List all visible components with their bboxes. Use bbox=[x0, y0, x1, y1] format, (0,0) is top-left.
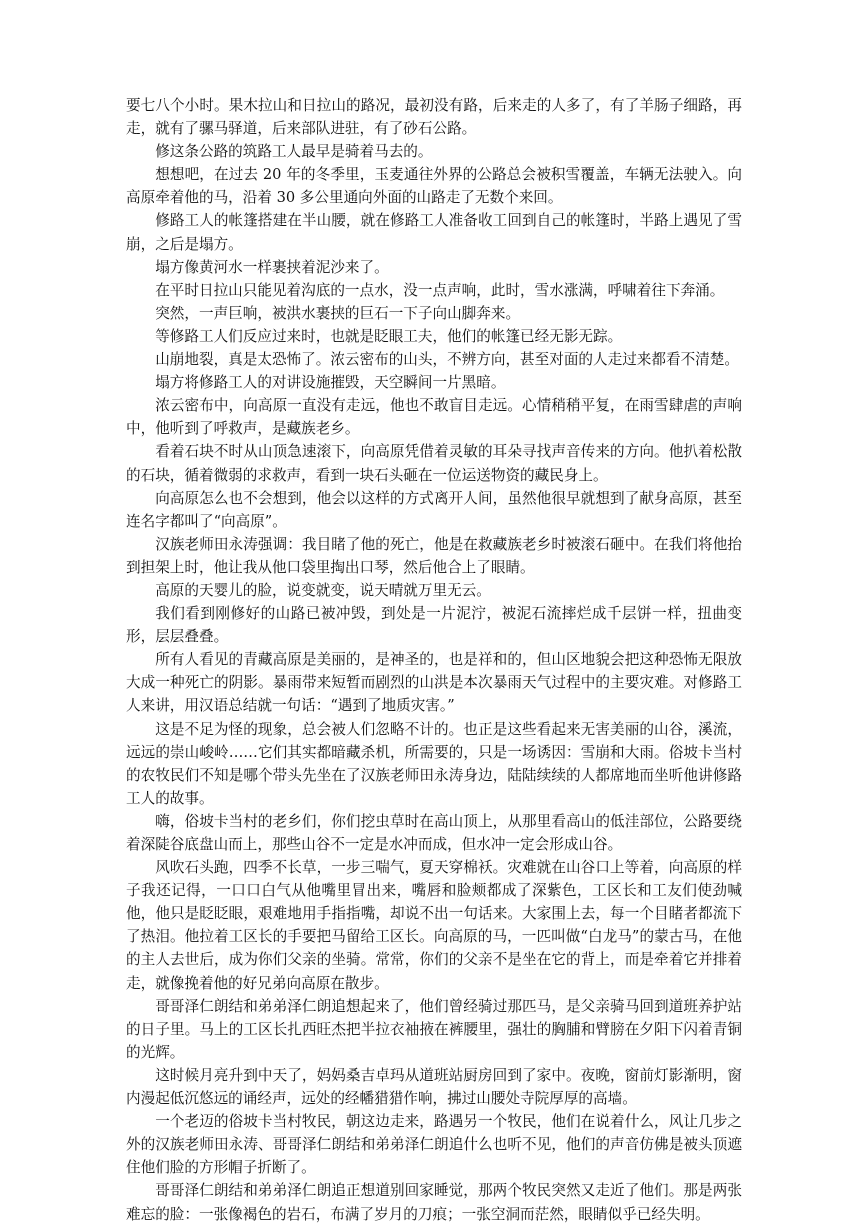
paragraph-15: 高原的天婴儿的脸，说变就变，说天晴就万里无云。 bbox=[155, 581, 491, 599]
paragraph-19: 嗨，俗坡卡当村的老乡们，你们挖虫草时在高山顶上，从那里看高山的低洼部位，公路要绕着深陡谷底盘山而上，那些山谷不一定是水冲而成，但水冲一定会形成山谷。 bbox=[126, 812, 742, 853]
paragraph-14: 汉族老师田永涛强调：我目睹了他的死亡，他是在救藏族老乡时被滚石砸中。在我们将他抬到担架上时，他让我从他口袋里掏出口琴，然后他合上了眼睛。 bbox=[126, 535, 742, 576]
paragraph-5: 塌方像黄河水一样裹挟着泥沙来了。 bbox=[155, 258, 389, 276]
paragraph-11: 浓云密布中，向高原一直没有走远，他也不敢盲目走远。心情稍稍平复，在雨雪肆虐的声响中，他听到了呼救声，是藏族老乡。 bbox=[126, 397, 742, 438]
paragraph-7: 突然，一声巨响，被洪水裹挟的巨石一下子向山脚奔来。 bbox=[155, 304, 521, 322]
paragraph-12: 看着石块不时从山顶急速滚下，向高原凭借着灵敏的耳朵寻找声音传来的方向。他扒着松散的石块，循着微弱的求救声，看到一块石头砸在一位运送物资的藏民身上。 bbox=[126, 443, 742, 484]
paragraph-20: 风吹石头跑，四季不长草，一步三喘气，夏天穿棉袄。灾难就在山谷口上等着，向高原的样子我还记得，一口口白气从他嘴里冒出来，嘴唇和脸颊都成了深紫色，工区长和工友们使劲喊他，他只是眨眨眼，艰难地用手指指嘴，却说不出一句话来。大家围上去，每一个目睹者都流下了热泪。他拉着工区长的手要把马留给工区长。向高原的马，一匹叫做“白龙马”的蒙古马，在他的主人去世后，成为你们父亲的坐骑。常常，你们的父亲不是坐在它的背上，而是牵着它并排着走，就像挽着他的好兄弟向高原在散步。 bbox=[126, 859, 742, 992]
paragraph-13: 向高原怎么也不会想到，他会以这样的方式离开人间，虽然他很早就想到了献身高原，甚至连名字都叫了“向高原”。 bbox=[126, 489, 742, 530]
paragraph-3: 想想吧，在过去 20 年的冬季里，玉麦通往外界的公路总会被积雪覆盖，车辆无法驶入。向高原牵着他的马，沿着 30 多公里通向外面的山路走了无数个来回。 bbox=[126, 166, 742, 207]
paragraph-4: 修路工人的帐篷搭建在半山腰，就在修路工人准备收工回到自己的帐篷时，半路上遇见了雪崩，之后是塌方。 bbox=[126, 212, 742, 253]
paragraph-21: 哥哥泽仁朗结和弟弟泽仁朗追想起来了，他们曾经骑过那匹马，是父亲骑马回到道班养护站的日子里。马上的工区长扎西旺杰把半拉衣袖掖在裤腰里，强壮的胸脯和臂膀在夕阳下闪着青铜的光辉。 bbox=[126, 997, 742, 1061]
paragraph-24: 哥哥泽仁朗结和弟弟泽仁朗追正想道别回家睡觉，那两个牧民突然又走近了他们。那是两张难忘的脸：一张像褐色的岩石，布满了岁月的刀痕；一张空洞而茫然，眼睛似乎已经失明。 bbox=[126, 1182, 742, 1223]
paragraph-10: 塌方将修路工人的对讲设施摧毁，天空瞬间一片黑暗。 bbox=[155, 374, 506, 392]
paragraph-6: 在平时日拉山只能见着沟底的一点水，没一点声响，此时，雪水涨满，呼啸着往下奔涌。 bbox=[155, 281, 725, 299]
paragraph-18: 这是不足为怪的现象，总会被人们忽略不计的。也正是这些看起来无害美丽的山谷，溪流，远远的崇山峻岭……它们其实都暗藏杀机，所需要的，只是一场诱因：雪崩和大雨。俗坡卡当村的农牧民们不知是哪个带头先坐在了汉族老师田永涛身边，陆陆续续的人都席地而坐听他讲修路工人的故事。 bbox=[126, 720, 742, 807]
paragraph-2: 修这条公路的筑路工人最早是骑着马去的。 bbox=[155, 143, 433, 161]
paragraph-8: 等修路工人们反应过来时，也就是眨眼工夫，他们的帐篷已经无影无踪。 bbox=[155, 327, 623, 345]
paragraph-22: 这时候月亮升到中天了，妈妈桑吉卓玛从道班站厨房回到了家中。夜晚，窗前灯影渐明，窗内漫起低沉悠远的诵经声，远处的经幡猎猎作响，拂过山腰处寺院厚厚的高墙。 bbox=[126, 1066, 742, 1108]
paragraph-16: 我们看到刚修好的山路已被冲毁，到处是一片泥泞，被泥石流摔烂成千层饼一样，扭曲变形，层层叠叠。 bbox=[126, 605, 742, 646]
paragraph-1: 要七八个小时。果木拉山和日拉山的路况，最初没有路，后来走的人多了，有了羊肠子细路，再走，就有了骡马驿道，后来部队进驻，有了砂石公路。 bbox=[126, 97, 742, 138]
paragraph-23: 一个老迈的俗坡卡当村牧民，朝这边走来，路遇另一个牧民，他们在说着什么，风让几步之外的汉族老师田永涛、哥哥泽仁朗结和弟弟泽仁朗追什么也听不见，他们的声音仿佛是被头顶遮住他们脸的方形帽子折断了。 bbox=[126, 1113, 742, 1177]
document-body bbox=[126, 94, 742, 1226]
paragraph-17: 所有人看见的青藏高原是美丽的，是神圣的，也是祥和的，但山区地貌会把这种恐怖无限放大成一种死亡的阴影。暴雨带来短暂而剧烈的山洪是本次暴雨天气过程中的主要灾难。对修路工人来讲，用汉语总结就一句话：“遇到了地质灾害。” bbox=[126, 651, 742, 715]
paragraph-9: 山崩地裂，真是太恐怖了。浓云密布的山头，不辨方向，甚至对面的人走过来都看不清楚。 bbox=[155, 351, 739, 369]
